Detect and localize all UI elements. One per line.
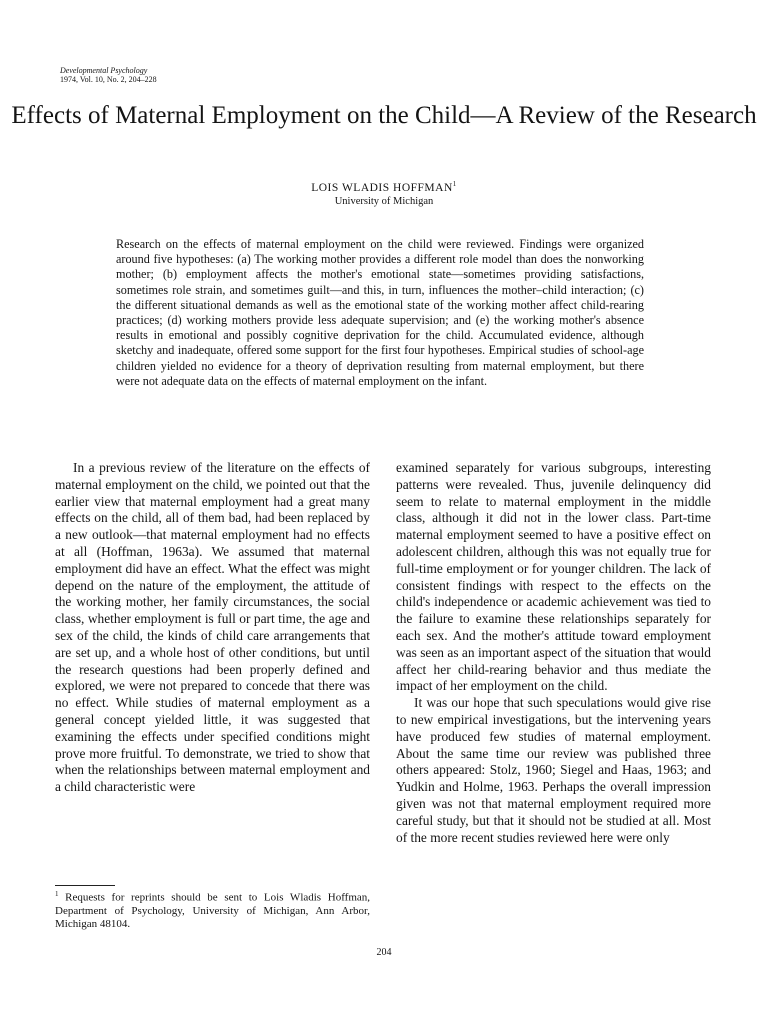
footnote-rule (55, 885, 115, 886)
body-paragraph-continued: examined separately for various subgroups, interesting patterns were revealed. Thus, juvenile delinquency did seem to relate to maternal employment in the middle class, although it did not in the lower class. Part-time maternal employment seemed to have a positive effect on adolescent children, although this was not equally true for full-time employment or for younger children. The lack of consistent findings with respect to the effects on the child's independence or academic achievement was tied to the failure to examine these relationships separately for each sex. And the mother's attitude toward employment was seen as an important aspect of the situation that would affect her child-rearing behavior and thus mediate the impact of her employment on the child. (396, 460, 711, 694)
author-name: LOIS WLADIS HOFFMAN (311, 181, 453, 194)
article-title: Effects of Maternal Employment on the Child—A Review of the Research (11, 102, 757, 129)
author-line (0, 180, 768, 194)
footnote-text: Requests for reprints should be sent to Lois Wladis Hoffman, Department of Psychology, University of Michigan, Ann Arbor, Michigan 48104. (55, 891, 371, 930)
footnote-mark: 1 (55, 890, 59, 898)
body-column-right (396, 460, 711, 846)
body-column-left (55, 460, 370, 796)
author-note-mark: 1 (452, 180, 457, 188)
body-paragraph: In a previous review of the literature on the effects of maternal employment on the child, we pointed out that the earlier view that maternal employment had a great many effects on the child, all of them bad, had been replaced by a new outlook—that maternal employment had no effects at all (Hoffman, 1963a). We assumed that maternal employment did have an effect. What the effect was might depend on the nature of the employment, the attitude of the working mother, her family circumstances, the social class, whether employment is full or part time, the age and sex of the child, the kinds of child care arrangements that are set up, and a whole host of other conditions, but until the research questions had been properly defined and explored, we were not prepared to concede that there was no effect. While studies of maternal employment as a general concept yielded little, it was suggested that examining the effects under specified conditions might prove more fruitful. To demonstrate, we tried to show that when the relationships between maternal employment and a child characteristic were (55, 460, 370, 795)
journal-citation: 1974, Vol. 10, No. 2, 204–228 (60, 75, 157, 84)
affiliation: University of Michigan (334, 196, 434, 207)
body-paragraph: It was our hope that such speculations would give rise to new empirical investigations, but the intervening years have produced few studies of maternal employment. About the same time our review was published three others appeared: Stolz, 1960; Siegel and Haas, 1963; and Yudkin and Holme, 1963. Perhaps the overall impression given was not that maternal employment required more careful study, but that it should not be studied at all. Most of the more recent studies reviewed here were only (396, 695, 711, 845)
journal-header (60, 66, 157, 84)
footnote (55, 888, 370, 931)
journal-name: Developmental Psychology (60, 66, 148, 75)
abstract: Research on the effects of maternal employment on the child were reviewed. Findings were organized around five hypotheses: (a) The working mother provides a different role model than does the nonworking mother; (b) employment affects the mother's emotional state—sometimes providing satisfactions, sometimes role strain, and sometimes guilt—and this, in turn, influences the mother–child interaction; (c) the different situational demands as well as the emotional state of the working mother affect child-rearing practices; (d) working mothers provide less adequate supervision; and (e) the working mother's absence results in emotional and possibly cognitive deprivation for the child. Accumulated evidence, although sketchy and inadequate, offered some support for the first four hypotheses. Empirical studies of school-age children yielded no evidence for a theory of deprivation resulting from maternal employment, but there were not adequate data on the effects of maternal employment on the infant. (116, 237, 644, 388)
page-number: 204 (376, 947, 392, 958)
